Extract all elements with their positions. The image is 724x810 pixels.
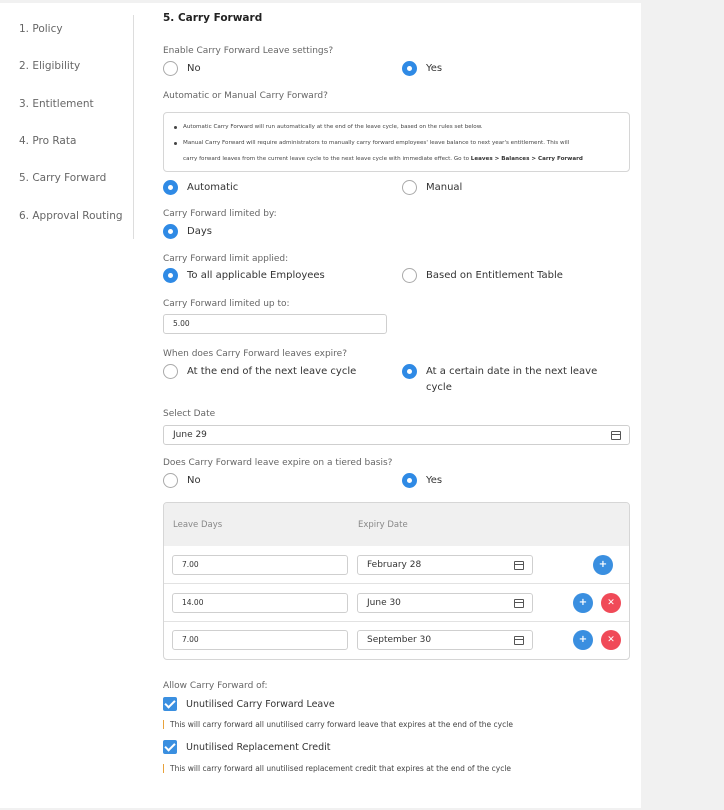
enable-no-radio[interactable] (163, 61, 178, 76)
info-manual-continued: carry forward leaves from the current leave cycle to the next leave cycle with immediate effect. Go to Leaves > Balances > Carry Forward (183, 156, 583, 162)
nav-item-approval-routing[interactable]: 6. Approval Routing (19, 210, 123, 222)
section-title: 5. Carry Forward (163, 12, 263, 24)
nav-item-eligibility[interactable]: 2. Eligibility (19, 60, 81, 72)
calendar-icon[interactable] (514, 561, 524, 570)
delete-row-button[interactable]: ✕ (601, 593, 621, 613)
days-label: Days (187, 226, 212, 237)
add-row-button[interactable]: + (573, 593, 593, 613)
mode-question: Automatic or Manual Carry Forward? (163, 91, 328, 101)
info-automatic: Automatic Carry Forward will run automatically at the end of the leave cycle, based on the rules set below. (174, 119, 621, 135)
calendar-icon[interactable] (514, 636, 524, 645)
nav-item-carry-forward[interactable]: 5. Carry Forward (19, 172, 107, 184)
tiered-question: Does Carry Forward leave expire on a tiered basis? (163, 458, 393, 468)
nav-item-entitlement[interactable]: 3. Entitlement (19, 98, 94, 110)
info-path: Leaves > Balances > Carry Forward (470, 156, 583, 162)
expire-question: When does Carry Forward leaves expire? (163, 349, 347, 359)
info-manual: Manual Carry Forward will require administrators to manually carry forward employees' leave balance to next year's entitlement. This will (174, 135, 621, 151)
entitlement-table-radio[interactable] (402, 268, 417, 283)
expire-date-radio[interactable] (402, 364, 417, 379)
unutilised-carry-forward-checkbox[interactable] (163, 697, 177, 711)
unutilised-carry-forward-label: Unutilised Carry Forward Leave (186, 699, 335, 710)
mode-info-box (163, 112, 630, 172)
tiered-yes-radio[interactable] (402, 473, 417, 488)
expire-date-label-line1: At a certain date in the next leave (426, 366, 598, 377)
nav-item-policy[interactable]: 1. Policy (19, 23, 63, 35)
manual-label: Manual (426, 182, 463, 193)
row-divider (164, 583, 629, 584)
leave-days-input-2[interactable]: 14.00 (172, 593, 348, 613)
expire-end-label: At the end of the next leave cycle (187, 366, 357, 377)
calendar-icon[interactable] (514, 599, 524, 608)
upto-input[interactable]: 5.00 (163, 314, 387, 334)
days-radio[interactable] (163, 224, 178, 239)
nav-item-pro-rata[interactable]: 4. Pro Rata (19, 135, 77, 147)
tiered-no-radio[interactable] (163, 473, 178, 488)
applied-label: Carry Forward limit applied: (163, 254, 289, 264)
limited-by-label: Carry Forward limited by: (163, 209, 277, 219)
delete-row-button[interactable]: ✕ (601, 630, 621, 650)
expiry-date-input-3[interactable]: September 30 (357, 630, 533, 650)
automatic-radio[interactable] (163, 180, 178, 195)
enable-question: Enable Carry Forward Leave settings? (163, 46, 334, 56)
add-row-button[interactable]: + (593, 555, 613, 575)
select-date-input[interactable] (163, 425, 630, 445)
expire-date-label-line2: cycle (426, 382, 452, 393)
col-expiry-date: Expiry Date (358, 520, 408, 530)
select-date-value: June 29 (173, 430, 207, 440)
unutilised-replacement-checkbox[interactable] (163, 740, 177, 754)
expire-end-radio[interactable] (163, 364, 178, 379)
leave-days-input-3[interactable]: 7.00 (172, 630, 348, 650)
enable-yes-radio[interactable] (402, 61, 417, 76)
select-date-label: Select Date (163, 409, 216, 419)
all-employees-radio[interactable] (163, 268, 178, 283)
upto-label: Carry Forward limited up to: (163, 299, 290, 309)
calendar-icon[interactable] (611, 431, 621, 440)
leave-days-input-1[interactable]: 7.00 (172, 555, 348, 575)
row-divider (164, 621, 629, 622)
allow-label: Allow Carry Forward of: (163, 681, 268, 691)
automatic-label: Automatic (187, 182, 239, 193)
enable-no-label: No (187, 63, 201, 74)
manual-radio[interactable] (402, 180, 417, 195)
all-employees-label: To all applicable Employees (187, 270, 325, 281)
unutilised-carry-forward-hint: This will carry forward all unutilised carry forward leave that expires at the end of the cycle (163, 720, 513, 729)
entitlement-table-label: Based on Entitlement Table (426, 270, 563, 281)
unutilised-replacement-hint: This will carry forward all unutilised replacement credit that expires at the end of the cycle (163, 764, 511, 773)
tiered-yes-label: Yes (426, 475, 443, 486)
col-leave-days: Leave Days (173, 520, 223, 530)
add-row-button[interactable]: + (573, 630, 593, 650)
expiry-date-input-2[interactable]: June 30 (357, 593, 533, 613)
tiered-no-label: No (187, 475, 201, 486)
expiry-date-input-1[interactable]: February 28 (357, 555, 533, 575)
enable-yes-label: Yes (426, 63, 443, 74)
unutilised-replacement-label: Unutilised Replacement Credit (186, 742, 331, 753)
tier-table-header (164, 503, 629, 546)
nav-divider (133, 15, 134, 239)
